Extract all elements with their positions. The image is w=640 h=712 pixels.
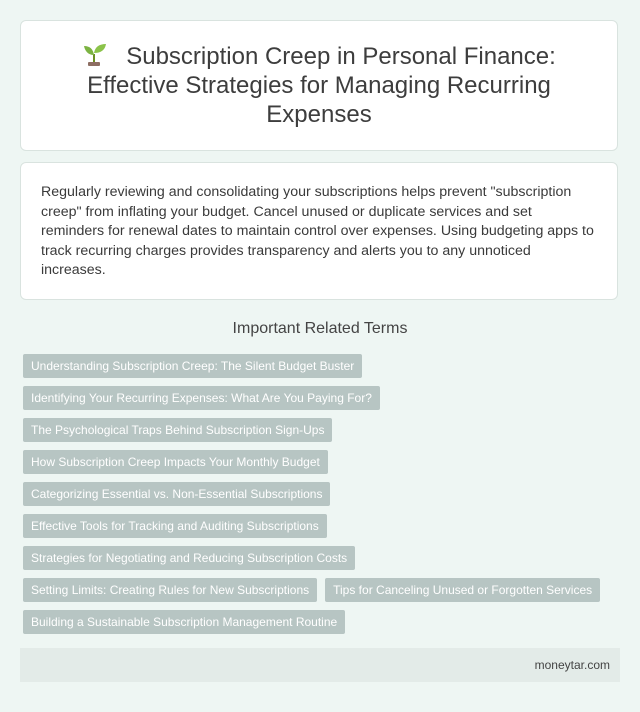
related-term-tag[interactable]: Building a Sustainable Subscription Management Routine [23,610,345,634]
seedling-icon [82,42,108,66]
tag-row [23,386,623,410]
tag-row [23,514,623,538]
related-term-tag[interactable]: The Psychological Traps Behind Subscription Sign-Ups [23,418,332,442]
related-term-tag[interactable]: Tips for Canceling Unused or Forgotten Services [325,578,600,602]
footer [20,648,620,682]
related-term-tag[interactable]: How Subscription Creep Impacts Your Monthly Budget [23,450,328,474]
title-card [20,20,618,151]
tag-row [23,354,623,378]
related-term-tag[interactable]: Effective Tools for Tracking and Auditing Subscriptions [23,514,327,538]
related-term-tag[interactable]: Understanding Subscription Creep: The Silent Budget Buster [23,354,362,378]
related-terms-heading: Important Related Terms [232,320,408,337]
tag-row [23,578,623,602]
tag-row [23,450,623,474]
tag-row [23,418,623,442]
related-terms-list [23,354,623,642]
tag-row [23,546,623,570]
related-term-tag[interactable]: Strategies for Negotiating and Reducing Subscription Costs [23,546,355,570]
tag-row [23,610,623,634]
summary-text: Regularly reviewing and consolidating your subscriptions helps prevent "subscription creep" from inflating your budget. Cancel unused or duplicate services and set reminders for renewal dates to maintain control over expenses. Using budgeting apps to track recurring charges provides transparency and alerts you to any unnoticed increases. [41,184,594,279]
related-term-tag[interactable]: Categorizing Essential vs. Non-Essential Subscriptions [23,482,330,506]
related-term-tag[interactable]: Identifying Your Recurring Expenses: What Are You Paying For? [23,386,380,410]
page-title [65,42,573,129]
page-title-text: Subscription Creep in Personal Finance: Effective Strategies for Managing Recurring Expenses [87,43,556,128]
summary-card [20,162,618,300]
footer-site-link[interactable]: moneytar.com [534,658,610,672]
related-term-tag[interactable]: Setting Limits: Creating Rules for New Subscriptions [23,578,317,602]
tag-row [23,482,623,506]
